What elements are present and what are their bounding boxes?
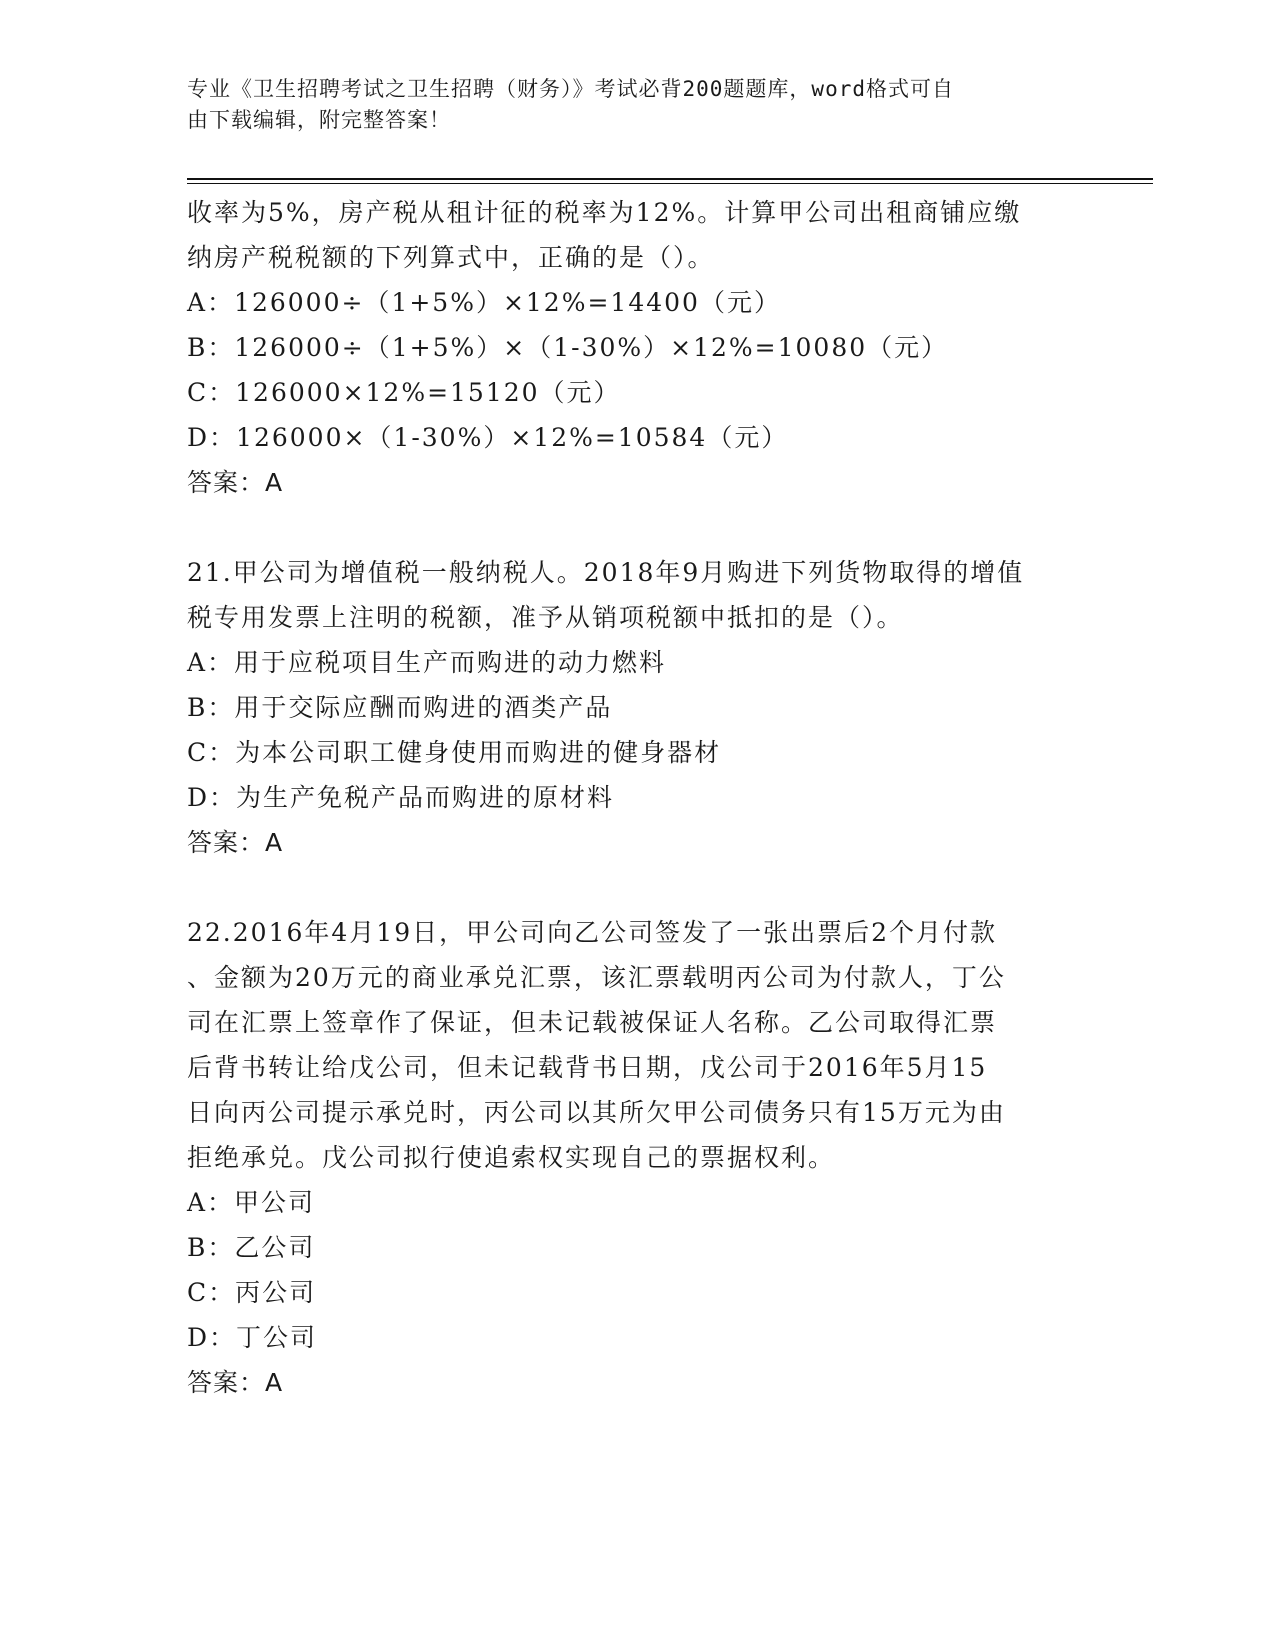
option-a: A：用于应税项目生产而购进的动力燃料 <box>187 648 667 677</box>
question-stem-line: 21.甲公司为增值税一般纳税人。2018年9月购进下列货物取得的增值 <box>187 558 1025 587</box>
question-stem-line: 拒绝承兑。戊公司拟行使追索权实现自己的票据权利。 <box>187 1143 836 1172</box>
option-d: D：为生产免税产品而购进的原材料 <box>187 783 615 812</box>
header-title-line-1: 专业《卫生招聘考试之卫生招聘（财务）》考试必背200题题库，word格式可自 <box>187 77 954 101</box>
question-stem-line: 日向丙公司提示承兑时，丙公司以其所欠甲公司债务只有15万元为由 <box>187 1098 1006 1127</box>
option-b: B：用于交际应酬而购进的酒类产品 <box>187 693 613 722</box>
question-22 <box>187 910 1087 1405</box>
question-21 <box>187 550 1087 865</box>
option-a: A：甲公司 <box>187 1188 316 1217</box>
header-divider-thin <box>187 183 1153 184</box>
answer-line: 答案：A <box>187 828 284 857</box>
option-d: D：丁公司 <box>187 1323 318 1352</box>
option-c: C：126000×12%=15120（元） <box>187 378 621 407</box>
question-stem-line: 收率为5%，房产税从租计征的税率为12%。计算甲公司出租商铺应缴 <box>187 198 1022 227</box>
document-header <box>187 74 1067 136</box>
option-b: B：乙公司 <box>187 1233 316 1262</box>
question-stem-line: 后背书转让给戊公司，但未记载背书日期，戊公司于2016年5月15 <box>187 1053 988 1082</box>
question-20 <box>187 190 1087 505</box>
question-stem-line: 司在汇票上签章作了保证，但未记载被保证人名称。乙公司取得汇票 <box>187 1008 998 1037</box>
blank-spacer <box>187 505 1087 550</box>
option-c: C：丙公司 <box>187 1278 317 1307</box>
option-c: C：为本公司职工健身使用而购进的健身器材 <box>187 738 722 767</box>
question-stem-line: 22.2016年4月19日，甲公司向乙公司签发了一张出票后2个月付款 <box>187 918 998 947</box>
answer-line: 答案：A <box>187 468 284 497</box>
blank-spacer <box>187 865 1087 910</box>
question-stem-line: 税专用发票上注明的税额，准予从销项税额中抵扣的是（）。 <box>187 603 904 632</box>
option-a: A：126000÷（1+5%）×12%=14400（元） <box>187 288 781 317</box>
option-b: B：126000÷（1+5%）×（1-30%）×12%=10080（元） <box>187 333 949 362</box>
question-stem-line: 、金额为20万元的商业承兑汇票，该汇票载明丙公司为付款人，丁公 <box>187 963 1006 992</box>
answer-line: 答案：A <box>187 1368 284 1397</box>
header-divider-thick <box>187 178 1153 180</box>
option-d: D：126000×（1-30%）×12%=10584（元） <box>187 423 789 452</box>
header-title-line-2: 由下载编辑，附完整答案！ <box>187 108 451 132</box>
document-body <box>187 190 1087 1405</box>
question-stem-line: 纳房产税税额的下列算式中，正确的是（）。 <box>187 243 715 272</box>
